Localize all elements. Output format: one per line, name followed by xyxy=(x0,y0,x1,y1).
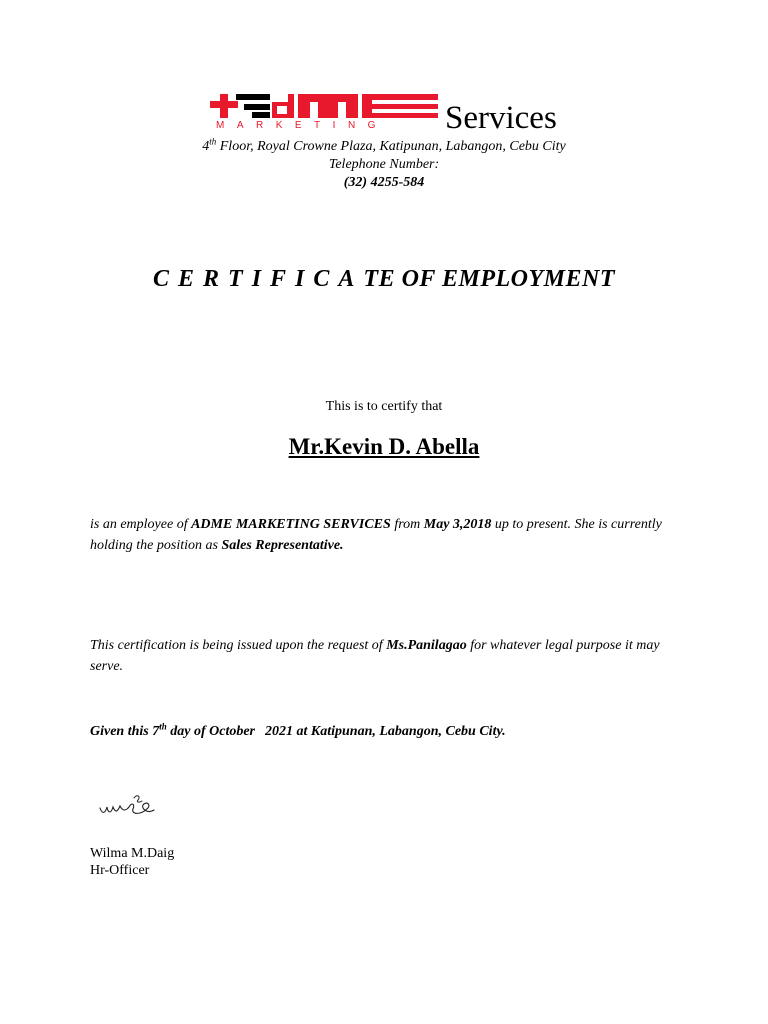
company-address xyxy=(0,138,768,155)
para2-text-1: This certification is being issued upon the request of xyxy=(90,638,387,653)
position-title: Sales Representative. xyxy=(221,538,344,553)
company-logo xyxy=(208,92,440,136)
address-rest: Floor, Royal Crowne Plaza, Katipunan, Labangon, Cebu City xyxy=(216,139,566,154)
para1-text-2: from xyxy=(390,517,424,532)
employment-paragraph xyxy=(90,514,690,556)
signature-image xyxy=(96,792,160,822)
address-floor-number: 4 xyxy=(202,139,210,154)
company-name: ADME MARKETING SERVICES xyxy=(191,517,391,532)
given-middle: day of October xyxy=(166,724,256,739)
telephone-number: (32) 4255-584 xyxy=(343,175,425,190)
start-date: May 3,2018 xyxy=(423,517,492,532)
signer-name: Wilma M.Daig xyxy=(90,846,175,861)
given-day-suffix: th xyxy=(159,721,167,732)
given-date-line xyxy=(90,722,506,742)
certify-line: This is to certify that xyxy=(325,399,443,414)
title-rest-part: TE OF EMPLOYMENT xyxy=(363,266,615,292)
para1-text-3: up to present. She is currently holding the position as xyxy=(90,517,662,553)
signer-title: Hr-Officer xyxy=(90,863,150,878)
title-spaced-part: CERTIFICA xyxy=(153,266,364,292)
employee-name: Mr.Kevin D. Abella xyxy=(288,434,480,459)
address-floor-suffix: th xyxy=(209,136,217,147)
handwritten-signature xyxy=(96,792,160,822)
requester-name: Ms.Panilagao xyxy=(386,638,467,653)
logo-subtext: MARKETING xyxy=(216,120,388,131)
given-prefix: Given this 7 xyxy=(90,724,160,739)
company-services-text: Services xyxy=(445,100,557,136)
purpose-paragraph xyxy=(90,635,690,677)
certificate-title xyxy=(0,264,768,294)
given-suffix: 2021 at Katipunan, Labangon, Cebu City. xyxy=(265,724,506,739)
para1-text-1: is an employee of xyxy=(90,517,192,532)
para2-text-2: for whatever legal purpose it may serve. xyxy=(90,638,660,674)
telephone-label: Telephone Number: xyxy=(328,157,440,172)
